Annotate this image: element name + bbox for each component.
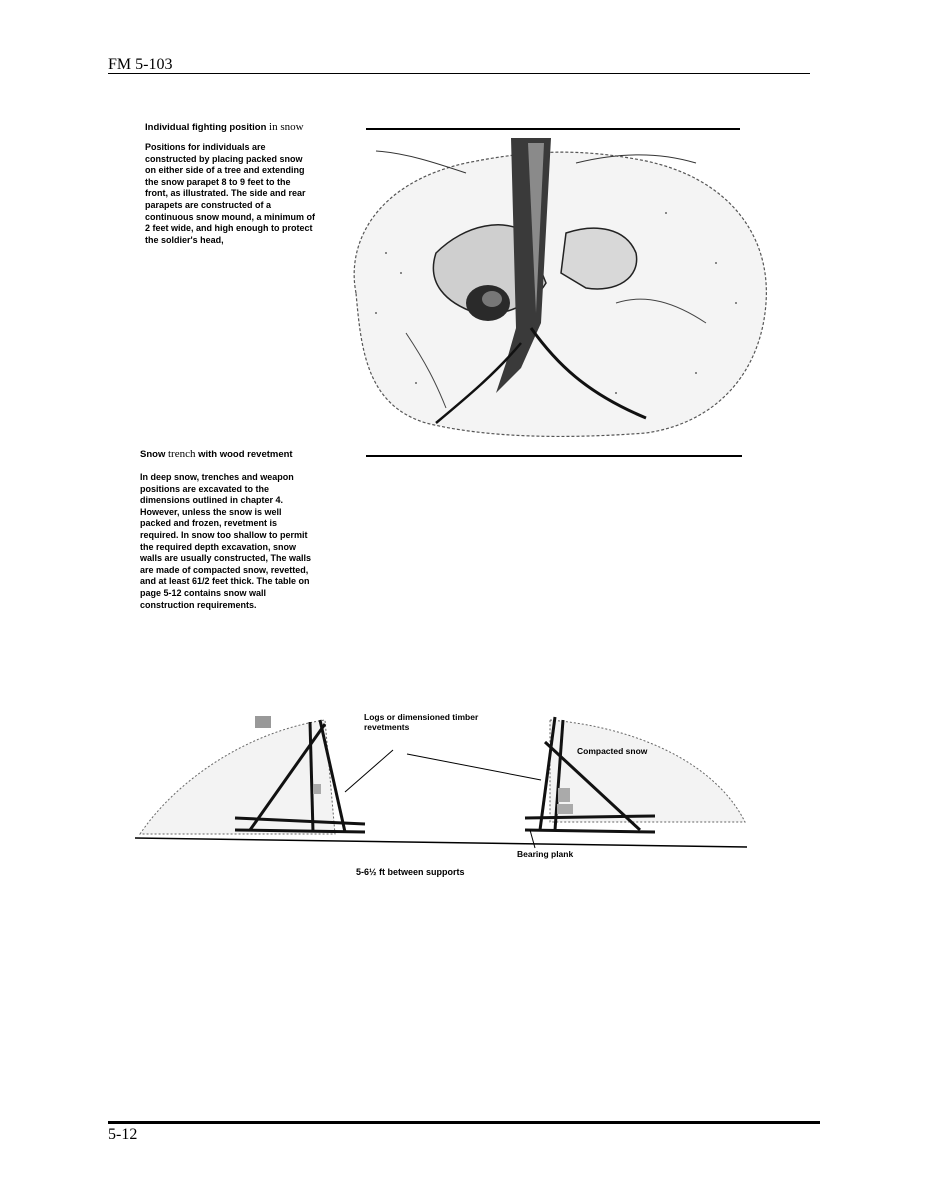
fighting-position-illustration: [316, 133, 772, 440]
document-id: FM 5-103: [108, 56, 173, 73]
section1-paragraph: Positions for individuals are constructed by placing packed snow on either side of a tree and extending the snow parapet 8 to 9 feet to the front, as illustrated. The side and rear parapets are constructed of a continuous snow mound, a minimum of 2 feet wide, and high enough to protect the soldier's head,: [145, 142, 315, 245]
label-revetments: Logs or dimensioned timber revetments: [364, 712, 479, 732]
section2-title-b: trench: [167, 448, 196, 460]
section1-rule: [366, 128, 740, 130]
label-compacted-snow: Compacted snow: [577, 746, 648, 756]
section2-title-c: with wood revetment: [198, 449, 293, 460]
label-bearing-plank: Bearing plank: [517, 849, 574, 859]
footer-rule: [108, 1121, 820, 1124]
section2-rule: [366, 455, 742, 457]
figure-caption: 5-6½ ft between supports: [356, 867, 465, 877]
page-number: 5-12: [108, 1126, 138, 1143]
revetment-figure: [135, 712, 755, 858]
section2-title-a: Snow: [140, 449, 166, 460]
section1-title-bold: Individual fighting position: [145, 122, 267, 133]
header-rule: [108, 73, 810, 74]
section1-title-tail: in snow: [269, 121, 304, 133]
section2-title: [140, 448, 293, 460]
section2-paragraph: In deep snow, trenches and weapon positions are excavated to the dimensions outlined in chapter 4. However, unless the snow is well packed and frozen, revetment is required. In snow too shallow to permit the required depth excavation, snow walls are usually constructed, The walls are made of compacted snow, revetted, and at least 61/2 feet thick. The table on page 5-12 contains snow wall construction requirements.: [140, 472, 312, 610]
section1-title: [145, 121, 304, 133]
